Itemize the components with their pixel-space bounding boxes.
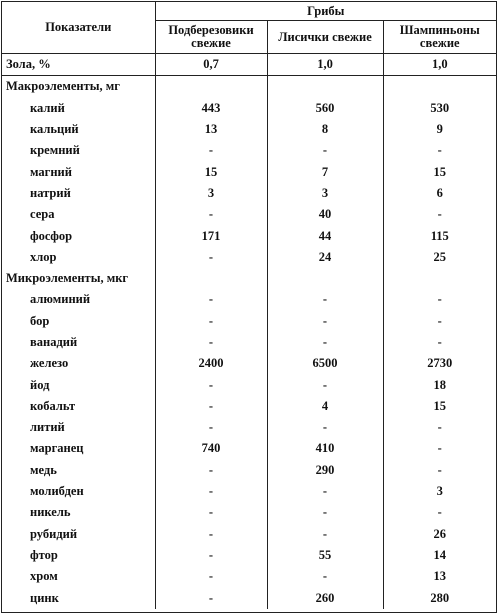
cell-champignon-value: 115 <box>430 228 449 243</box>
cell-boletus-value: - <box>155 566 267 587</box>
cell-champignon-value: 9 <box>436 122 443 137</box>
cell-chanterelle-value: - <box>267 140 383 161</box>
row-nutrient-name: магний <box>2 161 155 182</box>
mushroom-nutrient-table <box>2 2 496 609</box>
row-nutrient-name: никель <box>2 502 155 523</box>
cell-champignon-value: 2730 <box>427 356 453 371</box>
row-nutrient-name: ванадий <box>2 332 155 353</box>
cell-boletus-value <box>155 268 267 289</box>
table-row <box>2 268 496 289</box>
row-nutrient-name: цинк <box>2 587 155 608</box>
cell-boletus-value <box>155 76 267 98</box>
table-row <box>2 204 496 225</box>
cell-chanterelle-value: 290 <box>267 460 383 481</box>
cell-chanterelle-value: - <box>267 481 383 502</box>
cell-chanterelle-value: - <box>267 502 383 523</box>
table-row <box>2 481 496 502</box>
cell-boletus-value: 171 <box>155 225 267 246</box>
row-nutrient-name: рубидий <box>2 524 155 545</box>
cell-champignon-value: - <box>437 313 442 328</box>
nutrient-table-frame <box>1 1 497 613</box>
table-row <box>2 76 496 98</box>
cell-boletus-value: - <box>155 204 267 225</box>
table-header <box>2 2 496 54</box>
cell-boletus-value: - <box>155 460 267 481</box>
table-row <box>2 524 496 545</box>
table-row <box>2 374 496 395</box>
cell-boletus-value: - <box>155 374 267 395</box>
cell-boletus-value: 740 <box>155 438 267 459</box>
cell-boletus-value: - <box>155 587 267 608</box>
cell-chanterelle-value: 40 <box>267 204 383 225</box>
table-row <box>2 587 496 608</box>
cell-champignon-value: - <box>437 335 442 349</box>
cell-chanterelle-value: - <box>267 524 383 545</box>
cell-chanterelle-value: 8 <box>267 119 383 140</box>
cell-boletus-value: 2400 <box>155 353 267 374</box>
cell-champignon-value: - <box>437 292 442 307</box>
cell-chanterelle-value: 24 <box>267 247 383 268</box>
cell-chanterelle-value: - <box>267 311 383 332</box>
header-indicators: Показатели <box>2 2 155 54</box>
cell-champignon-value: - <box>437 143 442 158</box>
row-nutrient-name: алюминий <box>2 289 155 310</box>
cell-champignon-value <box>383 76 496 98</box>
row-nutrient-name: хром <box>2 566 155 587</box>
table-row <box>2 566 496 587</box>
cell-chanterelle-value: - <box>267 417 383 438</box>
cell-champignon-value: - <box>437 420 442 435</box>
row-section-label: Зола, % <box>2 54 155 76</box>
table-row <box>2 353 496 374</box>
row-nutrient-name: молибден <box>2 481 155 502</box>
cell-chanterelle-value: 4 <box>267 396 383 417</box>
table-row <box>2 98 496 119</box>
table-row <box>2 460 496 481</box>
table-row <box>2 438 496 459</box>
row-nutrient-name: натрий <box>2 183 155 204</box>
cell-chanterelle-value <box>267 268 383 289</box>
cell-boletus-value: 443 <box>155 98 267 119</box>
cell-chanterelle-value: 560 <box>267 98 383 119</box>
cell-boletus-value: - <box>155 289 267 310</box>
cell-chanterelle-value: 1,0 <box>267 54 383 76</box>
row-section-label: Макроэлементы, мг <box>2 76 155 98</box>
cell-boletus-value: - <box>155 502 267 523</box>
row-nutrient-name: фосфор <box>2 225 155 246</box>
cell-chanterelle-value: - <box>267 332 383 353</box>
cell-boletus-value: - <box>155 332 267 353</box>
cell-champignon-value: 280 <box>430 590 450 605</box>
cell-champignon-value: 1,0 <box>383 54 496 76</box>
table-row <box>2 289 496 310</box>
cell-champignon-value: 6 <box>436 185 443 200</box>
cell-champignon-value: - <box>437 441 442 456</box>
cell-champignon-value: 13 <box>433 569 446 584</box>
cell-boletus-value: - <box>155 481 267 502</box>
row-nutrient-name: хлор <box>2 247 155 268</box>
cell-champignon-value: - <box>437 462 442 477</box>
header-col-champignon: Шампиньоны свежие <box>383 21 496 54</box>
header-col-boletus: Подберезовики свежие <box>155 21 267 54</box>
table-row <box>2 332 496 353</box>
table-row <box>2 502 496 523</box>
row-nutrient-name: калий <box>2 98 155 119</box>
table-row <box>2 545 496 566</box>
row-nutrient-name: марганец <box>2 438 155 459</box>
table-row <box>2 311 496 332</box>
cell-chanterelle-value: 260 <box>267 587 383 608</box>
row-nutrient-name: фтор <box>2 545 155 566</box>
table-row <box>2 396 496 417</box>
cell-boletus-value: 13 <box>155 119 267 140</box>
row-nutrient-name: бор <box>2 311 155 332</box>
cell-boletus-value: 0,7 <box>155 54 267 76</box>
cell-champignon-value: 530 <box>430 100 450 115</box>
row-nutrient-name: кобальт <box>2 396 155 417</box>
table-row <box>2 161 496 182</box>
cell-boletus-value: - <box>155 311 267 332</box>
cell-chanterelle-value: - <box>267 566 383 587</box>
cell-champignon-value: 25 <box>433 249 446 264</box>
cell-champignon-value <box>383 268 496 289</box>
cell-champignon-value: 15 <box>433 398 446 413</box>
cell-chanterelle-value: - <box>267 289 383 310</box>
header-group-mushrooms: Грибы <box>155 2 496 21</box>
cell-boletus-value: - <box>155 545 267 566</box>
cell-champignon-value: - <box>437 207 442 222</box>
table-row <box>2 140 496 161</box>
row-nutrient-name: литий <box>2 417 155 438</box>
cell-boletus-value: - <box>155 396 267 417</box>
table-row <box>2 247 496 268</box>
cell-boletus-value: - <box>155 524 267 545</box>
cell-boletus-value: - <box>155 417 267 438</box>
cell-chanterelle-value: 55 <box>267 545 383 566</box>
cell-boletus-value: - <box>155 140 267 161</box>
table-row <box>2 54 496 76</box>
cell-chanterelle-value: 3 <box>267 183 383 204</box>
cell-champignon-value: 26 <box>433 526 446 541</box>
table-row <box>2 119 496 140</box>
cell-boletus-value: 3 <box>155 183 267 204</box>
table-row <box>2 225 496 246</box>
cell-chanterelle-value: 44 <box>267 225 383 246</box>
row-section-label: Микроэлементы, мкг <box>2 268 155 289</box>
cell-chanterelle-value: 7 <box>267 161 383 182</box>
cell-boletus-value: - <box>155 247 267 268</box>
cell-champignon-value: 3 <box>436 484 443 499</box>
row-nutrient-name: сера <box>2 204 155 225</box>
cell-chanterelle-value: 410 <box>267 438 383 459</box>
cell-chanterelle-value: - <box>267 374 383 395</box>
cell-champignon-value: 18 <box>433 377 446 392</box>
cell-champignon-value: 15 <box>433 164 446 179</box>
cell-champignon-value: - <box>437 505 442 520</box>
row-nutrient-name: йод <box>2 374 155 395</box>
cell-chanterelle-value: 6500 <box>267 353 383 374</box>
cell-boletus-value: 15 <box>155 161 267 182</box>
table-row <box>2 183 496 204</box>
row-nutrient-name: кальций <box>2 119 155 140</box>
table-row <box>2 417 496 438</box>
header-col-chanterelle: Лисички свежие <box>267 21 383 54</box>
row-nutrient-name: медь <box>2 460 155 481</box>
row-nutrient-name: кремний <box>2 140 155 161</box>
row-nutrient-name: железо <box>2 353 155 374</box>
cell-champignon-value: 14 <box>433 547 446 562</box>
cell-chanterelle-value <box>267 76 383 98</box>
table-body <box>2 54 496 609</box>
